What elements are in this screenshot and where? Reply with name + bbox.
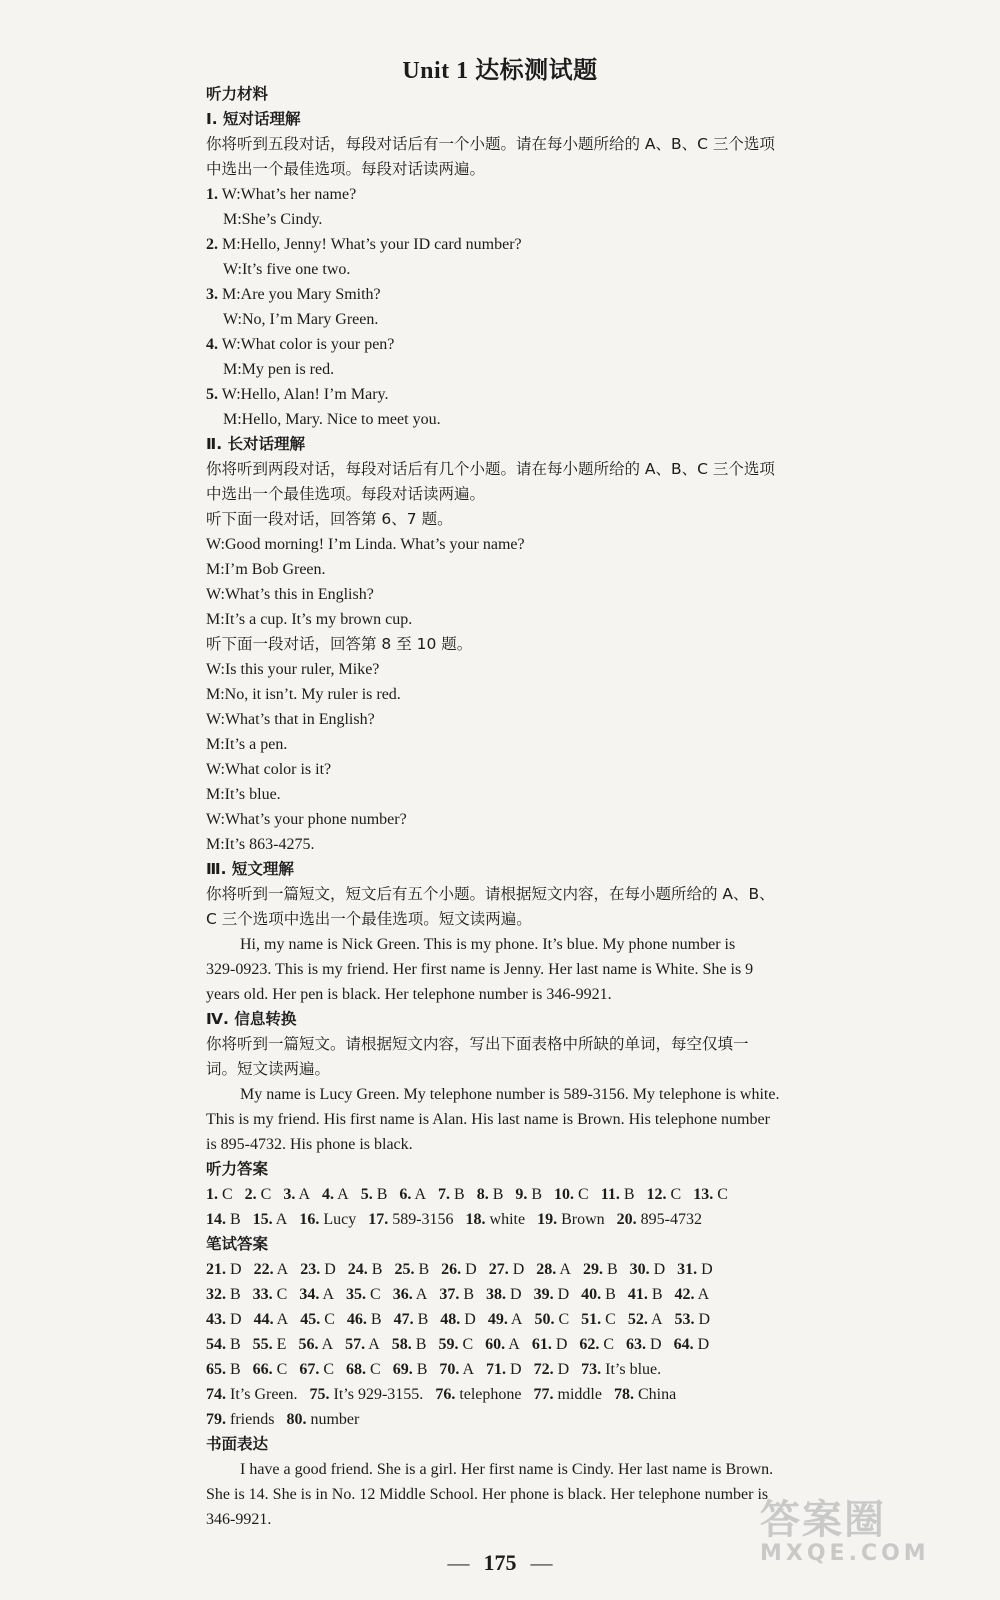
page-title: Unit 1 达标测试题 — [402, 58, 598, 84]
answer-item: 18. white — [465, 1211, 526, 1228]
dialog-line: M:My pen is red. — [223, 361, 335, 378]
listening-answers-heading: 听力答案 — [206, 1160, 269, 1178]
answer-item: 6. A — [399, 1186, 427, 1203]
answer-item: 28. A — [536, 1261, 571, 1278]
answer-row — [206, 1307, 846, 1332]
answer-item: 48. D — [440, 1311, 476, 1328]
answer-item: 55. E — [252, 1336, 287, 1353]
content — [206, 82, 846, 1532]
section-1-instruction: 你将听到五段对话，每段对话后有一个小题。请在每小题所给的 A、B、C 三个选项 — [206, 135, 775, 153]
dialog-1 — [206, 182, 846, 232]
dialog-2 — [206, 232, 846, 282]
section-3-instruction: C 三个选项中选出一个最佳选项。短文读两遍。 — [206, 910, 532, 928]
answer-row — [206, 1382, 846, 1407]
answer-item: 43. D — [206, 1311, 242, 1328]
answer-item: 78. China — [613, 1386, 677, 1403]
answer-item: 49. A — [487, 1311, 523, 1328]
watermark-bottom: MXQE.COM — [760, 1541, 930, 1566]
answer-item: 79. friends — [206, 1411, 275, 1428]
answer-item: 46. B — [346, 1311, 382, 1328]
dialog-line: M:Hello, Mary. Nice to meet you. — [223, 411, 441, 428]
answer-item: 8. B — [476, 1186, 504, 1203]
answer-item: 27. D — [488, 1261, 525, 1278]
answer-item: 80. number — [286, 1411, 360, 1428]
answer-item: 17. 589-3156 — [368, 1211, 454, 1228]
section-4-instruction: 词。短文读两遍。 — [206, 1060, 331, 1078]
answer-item: 11. B — [600, 1186, 635, 1203]
passage-line: Hi, my name is Nick Green. This is my phone. It’s blue. My phone number is — [240, 936, 736, 953]
watermark-logo — [760, 1488, 970, 1566]
answer-item: 30. D — [629, 1261, 666, 1278]
answer-item: 65. B — [206, 1361, 241, 1378]
passage-line: She is 14. She is in No. 12 Middle School. Her phone is black. Her telephone number is — [206, 1486, 769, 1503]
answer-item: 42. A — [674, 1286, 710, 1303]
section-1-instruction: 中选出一个最佳选项。每段对话读两遍。 — [206, 160, 486, 178]
dialog-line: M:I’m Bob Green. — [206, 561, 326, 578]
dialog-line: W:What’s her name? — [221, 186, 357, 203]
answer-item: 13. C — [693, 1186, 728, 1203]
answer-item: 2. C — [244, 1186, 272, 1203]
section-heading-listening-material: 听力材料 — [206, 85, 269, 103]
answer-item: 9. B — [515, 1186, 543, 1203]
answer-item: 1. C — [206, 1186, 233, 1203]
answer-item: 57. A — [345, 1336, 380, 1353]
dialog-line: W:It’s five one two. — [223, 261, 351, 278]
dialog-line: W:Is this your ruler, Mike? — [206, 661, 380, 678]
answer-item: 53. D — [674, 1311, 711, 1328]
answer-item: 12. C — [646, 1186, 682, 1203]
answer-item: 32. B — [206, 1286, 241, 1303]
answer-item: 41. B — [627, 1286, 663, 1303]
answer-item: 25. B — [394, 1261, 430, 1278]
answer-item: 10. C — [554, 1186, 589, 1203]
dialog-intro: 听下面一段对话，回答第 8 至 10 题。 — [206, 635, 473, 653]
dialog-line: W:What’s that in English? — [206, 711, 375, 728]
question-number: 5. — [206, 386, 218, 403]
answer-item: 56. A — [298, 1336, 334, 1353]
dash-decoration: — — [530, 1550, 553, 1575]
answer-item: 51. C — [581, 1311, 616, 1328]
dialog-line: W:No, I’m Mary Green. — [223, 311, 379, 328]
dialog-line: W:Good morning! I’m Linda. What’s your name? — [206, 536, 525, 553]
dialog-5 — [206, 382, 846, 432]
written-answers — [206, 1257, 846, 1432]
answer-item: 20. 895-4732 — [616, 1211, 702, 1228]
dialog-line: M:No, it isn’t. My ruler is red. — [206, 686, 401, 703]
answer-item: 24. B — [347, 1261, 383, 1278]
answer-row — [206, 1407, 846, 1432]
answer-item: 71. D — [486, 1361, 522, 1378]
dialog-4 — [206, 332, 846, 382]
answer-item: 66. C — [252, 1361, 288, 1378]
answer-item: 76. telephone — [435, 1386, 522, 1403]
passage-line: This is my friend. His first name is Alan. His last name is Brown. His telephone number — [206, 1111, 770, 1128]
answer-row — [206, 1357, 846, 1382]
section-2-instruction: 你将听到两段对话，每段对话后有几个小题。请在每小题所给的 A、B、C 三个选项 — [206, 460, 775, 478]
answer-row — [206, 1332, 846, 1357]
passage-line: is 895-4732. His phone is black. — [206, 1136, 413, 1153]
answer-row — [206, 1182, 846, 1207]
section-3-heading: Ⅲ. 短文理解 — [206, 860, 294, 878]
section-2-heading: Ⅱ. 长对话理解 — [206, 435, 305, 453]
section-4-instruction: 你将听到一篇短文。请根据短文内容，写出下面表格中所缺的单词，每空仅填一 — [206, 1035, 749, 1053]
answer-item: 44. A — [253, 1311, 289, 1328]
answer-item: 58. B — [391, 1336, 427, 1353]
answer-item: 77. middle — [533, 1386, 602, 1403]
answer-item: 61. D — [531, 1336, 568, 1353]
answer-item: 47. B — [393, 1311, 429, 1328]
answer-item: 19. Brown — [537, 1211, 605, 1228]
question-number: 3. — [206, 286, 218, 303]
dialog-line: M:Hello, Jenny! What’s your ID card number? — [222, 236, 522, 253]
answer-item: 60. A — [485, 1336, 520, 1353]
answer-item: 34. A — [299, 1286, 335, 1303]
answer-item: 3. A — [283, 1186, 311, 1203]
dialog-line: W:Hello, Alan! I’m Mary. — [221, 386, 389, 403]
section-4-heading: Ⅳ. 信息转换 — [206, 1010, 297, 1028]
writing-heading: 书面表达 — [206, 1435, 269, 1453]
answer-item: 67. C — [299, 1361, 335, 1378]
section-3-instruction: 你将听到一篇短文，短文后有五个小题。请根据短文内容，在每小题所给的 A、B、 — [206, 885, 775, 903]
answer-item: 36. A — [392, 1286, 428, 1303]
dialog-line: W:What’s this in English? — [206, 586, 374, 603]
answer-item: 45. C — [300, 1311, 335, 1328]
dialog-line: M:It’s blue. — [206, 786, 281, 803]
answer-item: 73. It’s blue. — [581, 1361, 662, 1378]
dialog-intro: 听下面一段对话，回答第 6、7 题。 — [206, 510, 453, 528]
answer-item: 14. B — [206, 1211, 241, 1228]
section-2-instruction: 中选出一个最佳选项。每段对话读两遍。 — [206, 485, 486, 503]
answer-item: 75. It’s 929-3155. — [309, 1386, 424, 1403]
answer-item: 7. B — [438, 1186, 465, 1203]
passage-line: years old. Her pen is black. Her telephone number is 346-9921. — [206, 986, 612, 1003]
answer-item: 23. D — [300, 1261, 336, 1278]
answer-row — [206, 1207, 846, 1232]
answer-item: 74. It’s Green. — [206, 1386, 298, 1403]
answer-item: 33. C — [252, 1286, 288, 1303]
section-1-heading: Ⅰ. 短对话理解 — [206, 110, 301, 128]
answer-item: 52. A — [627, 1311, 663, 1328]
answer-item: 69. B — [392, 1361, 428, 1378]
dialog-line: W:What color is it? — [206, 761, 332, 778]
answer-item: 68. C — [346, 1361, 381, 1378]
dialog-line: M:Are you Mary Smith? — [222, 286, 381, 303]
answer-item: 4. A — [322, 1186, 349, 1203]
dialog-line: M:It’s a cup. It’s my brown cup. — [206, 611, 413, 628]
dialog-line: M:It’s 863-4275. — [206, 836, 315, 853]
dash-decoration: — — [447, 1550, 470, 1575]
answer-item: 54. B — [206, 1336, 241, 1353]
answer-item: 31. D — [677, 1261, 713, 1278]
watermark-top: 答案圈 — [760, 1497, 886, 1543]
passage-line: 346-9921. — [206, 1511, 272, 1528]
answer-item: 62. C — [579, 1336, 615, 1353]
answer-item: 70. A — [439, 1361, 475, 1378]
dialog-line: M:She’s Cindy. — [223, 211, 323, 228]
answer-item: 38. D — [486, 1286, 522, 1303]
answer-item: 15. A — [252, 1211, 288, 1228]
answer-item: 29. B — [582, 1261, 618, 1278]
passage-line: I have a good friend. She is a girl. Her first name is Cindy. Her last name is Brown. — [240, 1461, 774, 1478]
question-number: 2. — [206, 236, 218, 253]
answer-item: 59. C — [438, 1336, 474, 1353]
question-number: 4. — [206, 336, 218, 353]
answer-item: 64. D — [673, 1336, 710, 1353]
answer-item: 63. D — [626, 1336, 662, 1353]
answer-item: 37. B — [439, 1286, 475, 1303]
answer-item: 26. D — [441, 1261, 477, 1278]
dialog-line: W:What’s your phone number? — [206, 811, 407, 828]
answer-item: 22. A — [253, 1261, 289, 1278]
passage-line: 329-0923. This is my friend. Her first name is Jenny. Her last name is White. She is 9 — [206, 961, 754, 978]
answer-item: 50. C — [534, 1311, 570, 1328]
dialog-line: M:It’s a pen. — [206, 736, 288, 753]
answer-row — [206, 1257, 846, 1282]
answer-item: 40. B — [581, 1286, 616, 1303]
answer-item: 35. C — [346, 1286, 381, 1303]
dialog-line: W:What color is your pen? — [221, 336, 395, 353]
dialog-3 — [206, 282, 846, 332]
answer-item: 21. D — [206, 1261, 242, 1278]
written-answers-heading: 笔试答案 — [206, 1235, 269, 1253]
page-number-value: 175 — [483, 1550, 517, 1575]
answer-item: 39. D — [533, 1286, 570, 1303]
answer-item: 5. B — [360, 1186, 388, 1203]
question-number: 1. — [206, 186, 218, 203]
answer-item: 16. Lucy — [299, 1211, 357, 1228]
answer-row — [206, 1282, 846, 1307]
answer-item: 72. D — [533, 1361, 570, 1378]
passage-line: My name is Lucy Green. My telephone number is 589-3156. My telephone is white. — [240, 1086, 780, 1103]
